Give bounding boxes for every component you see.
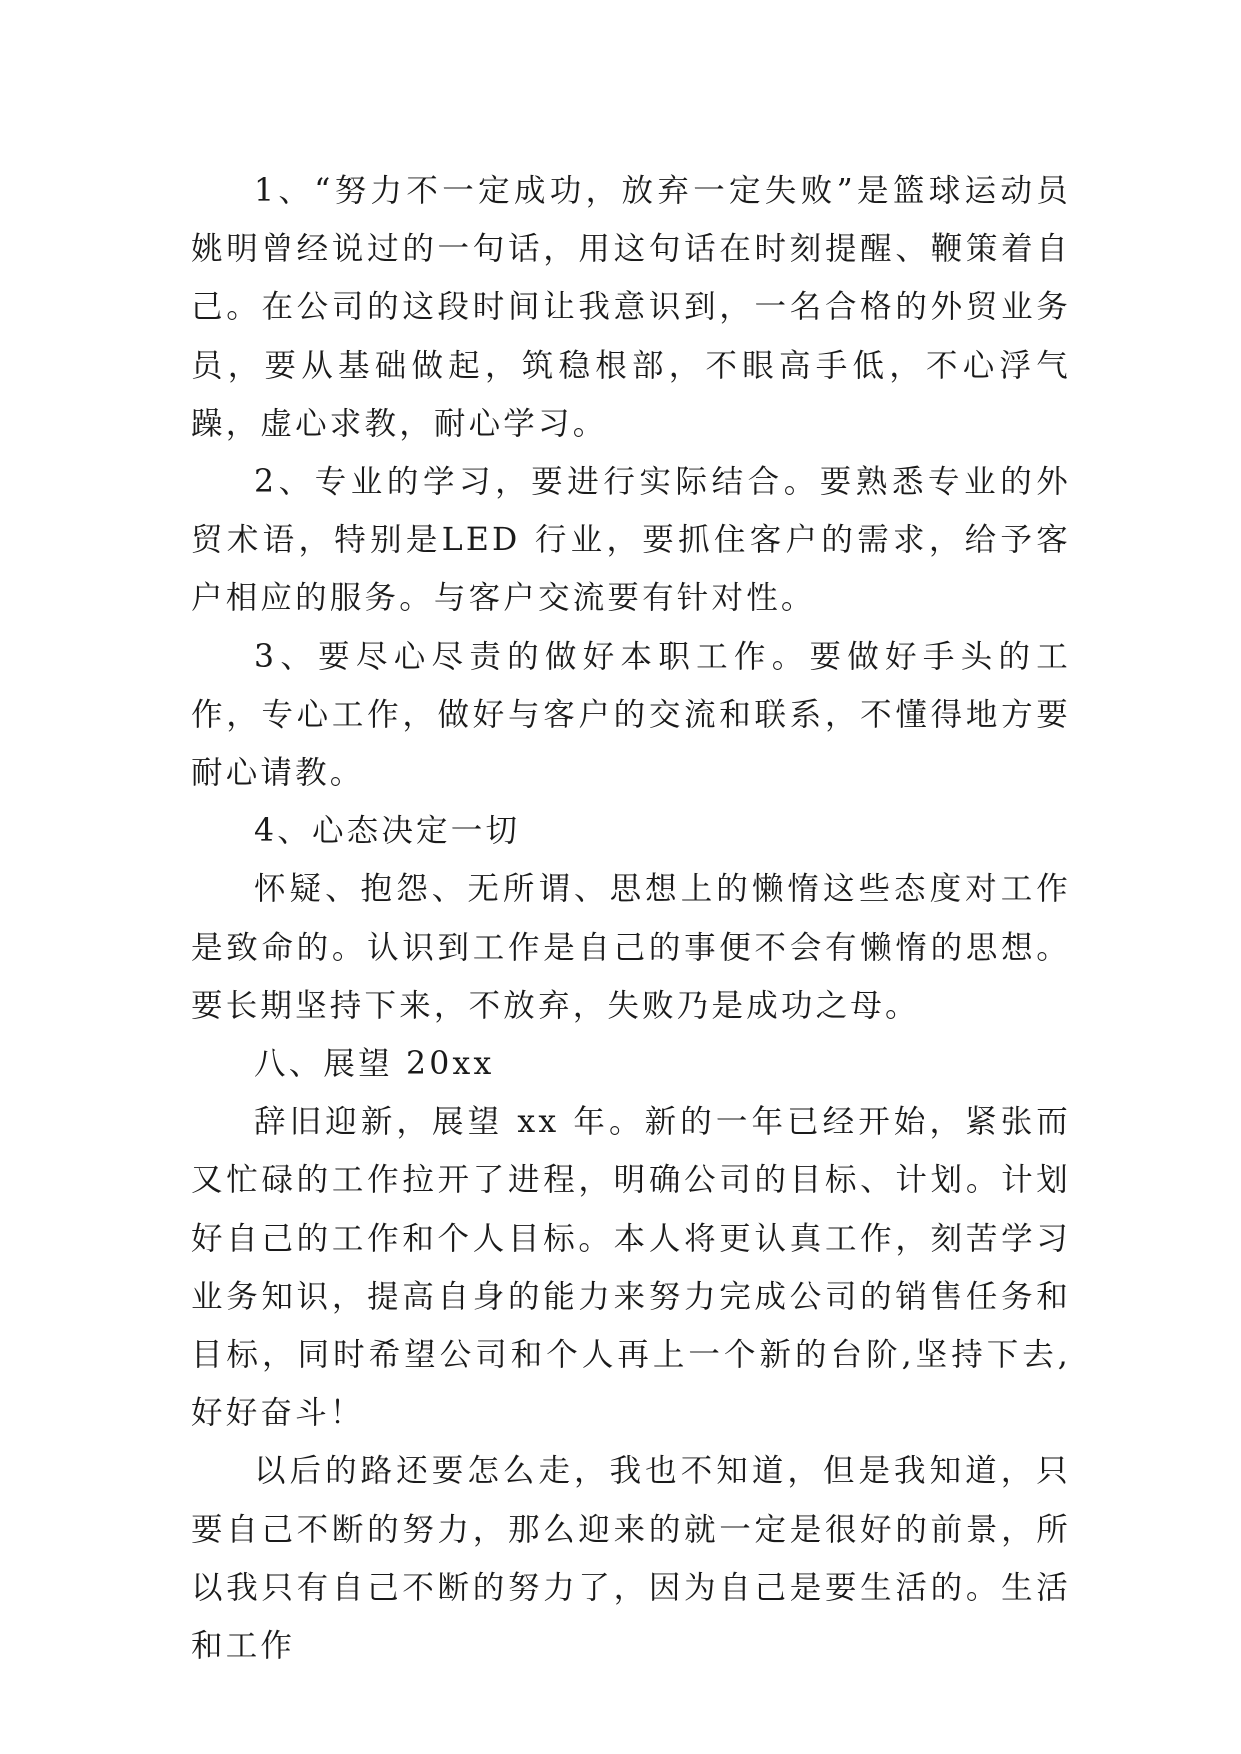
paragraph-mindset-heading: 4、心态决定一切 [254, 813, 521, 850]
paragraph-job-duties: 3、要尽心尽责的做好本职工作。要做好手头的工作，专心工作，做好与客户的交流和联系，不懂得地方要耐心请教。 [191, 638, 1071, 792]
paragraph-future-path: 以后的路还要怎么走，我也不知道，但是我知道，只要自己不断的努力，那么迎来的就一定是很好的前景，所以我只有自己不断的努力了，因为自己是要生活的。生活和工作 [191, 1453, 1071, 1665]
paragraph-professional-study: 2、专业的学习，要进行实际结合。要熟悉专业的外贸术语，特别是LED 行业，要抓住客户的需求，给予客户相应的服务。与客户交流要有针对性。 [191, 464, 1071, 617]
paragraph-mindset-body: 怀疑、抱怨、无所谓、思想上的懒惰这些态度对工作是致命的。认识到工作是自己的事便不会有懒惰的思想。要长期坚持下来，不放弃，失败乃是成功之母。 [191, 871, 1071, 1024]
document-body [191, 162, 1071, 1675]
section-heading-outlook: 八、展望 20xx [254, 1046, 495, 1083]
paragraph-effort-quote: 1、“努力不一定成功，放弃一定失败”是篮球运动员姚明曾经说过的一句话，用这句话在时刻提醒、鞭策着自己。在公司的这段时间让我意识到，一名合格的外贸业务员，要从基础做起，筑稳根部，不眼高手低，不心浮气躁，虚心求教，耐心学习。 [191, 173, 1071, 442]
paragraph-outlook-body: 辞旧迎新，展望 xx 年。新的一年已经开始，紧张而又忙碌的工作拉开了进程，明确公司的目标、计划。计划好自己的工作和个人目标。本人将更认真工作，刻苦学习业务知识，提高自身的能力来努力完成公司的销售任务和目标，同时希望公司和个人再上一个新的台阶,坚持下去,好好奋斗！ [191, 1104, 1071, 1432]
